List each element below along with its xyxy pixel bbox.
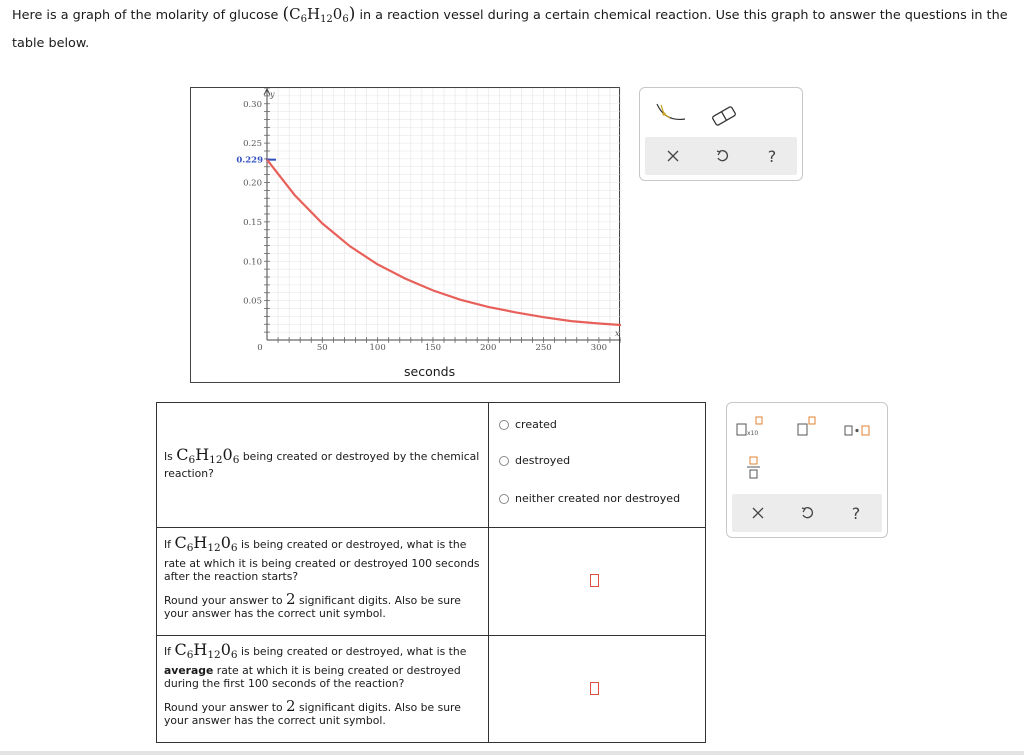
clear-button[interactable]: [738, 494, 778, 532]
x-tick-label: 150: [424, 343, 442, 353]
x-tick-label: 250: [535, 343, 552, 353]
chart-grid: [267, 88, 621, 340]
scientific-notation-icon[interactable]: [737, 417, 762, 437]
intro-text-before: Here is a graph of the molarity of glucose: [12, 8, 279, 23]
undo-button[interactable]: [787, 494, 827, 532]
y-tick-label: 0.05: [243, 296, 262, 307]
x-axis-label: seconds: [404, 364, 456, 379]
intro-text-after: in a reaction vessel during a certain chemical reaction. Use this graph to answer the questions in the table below.: [12, 8, 1008, 51]
radio-destroyed[interactable]: destroyed: [499, 454, 570, 467]
question-2-text: If $C_6H_{12}0_6$ is being created or destroyed, what is the rate at which it is being created or destroyed 100 seconds after the reaction starts? Round your answer to 2 significant digits. Also be sure your answer has the correct unit symbol.: [164, 533, 480, 620]
y-tick-label: 0.15: [243, 217, 262, 228]
close-icon: [752, 507, 764, 519]
glucose-formula: $C_6H_{12}0_6$: [174, 533, 238, 554]
radio-circle[interactable]: [499, 494, 509, 504]
table-row: [157, 403, 705, 528]
clear-button[interactable]: [653, 137, 693, 175]
eraser-icon[interactable]: [712, 106, 736, 126]
highlight-label: 0.229: [236, 155, 263, 166]
glucose-formula: $(C_6H_{12}0_6)$: [282, 4, 356, 25]
x-tick-label: 0: [257, 343, 263, 353]
radio-circle[interactable]: [499, 456, 509, 466]
y-tick-label: 0.20: [243, 178, 262, 189]
undo-icon: [715, 149, 729, 163]
table-row: [157, 528, 705, 636]
fraction-icon[interactable]: [747, 457, 760, 478]
radio-circle[interactable]: [499, 420, 509, 430]
page-bottom-divider: [0, 751, 1024, 755]
table-row: [157, 636, 705, 742]
x-axis-letter: x: [615, 329, 620, 338]
question-3-text: If $C_6H_{12}0_6$ is being created or destroyed, what is the average rate at which it is being created or destroyed during the first 100 seconds of the reaction? Round your answer to 2 significant digits. Also be sure your answer has the correct unit symbol.: [164, 640, 467, 727]
question-1-text: Is $C_6H_{12}0_6$ being created or destroyed by the chemical reaction?: [164, 445, 480, 480]
multiply-dot-icon[interactable]: [845, 426, 869, 435]
help-icon: ?: [767, 146, 777, 166]
molarity-chart[interactable]: [191, 88, 621, 384]
y-tick-label: 0.25: [243, 139, 262, 150]
y-tick-label: 0.30: [243, 99, 262, 110]
close-icon: [667, 150, 679, 162]
superscript-icon[interactable]: [798, 417, 815, 435]
undo-icon: [800, 506, 814, 520]
radio-created[interactable]: created: [499, 418, 557, 431]
svg-text:x10: x10: [747, 430, 759, 437]
curve-tool-icon[interactable]: [657, 104, 685, 119]
problem-intro: [12, 2, 1017, 56]
undo-button[interactable]: [702, 137, 742, 175]
question-table: [156, 402, 706, 743]
average-rate-answer-input[interactable]: [590, 682, 599, 695]
math-tool-palette: [726, 402, 888, 538]
glucose-formula: $C_6H_{12}0_6$: [176, 445, 240, 466]
glucose-formula: $C_6H_{12}0_6$: [174, 640, 238, 661]
graph-canvas[interactable]: [190, 87, 620, 383]
x-tick-label: 200: [480, 343, 497, 353]
x-tick-label: 300: [590, 343, 607, 353]
radio-neither[interactable]: neither created nor destroyed: [499, 492, 680, 505]
x-tick-label: 100: [369, 343, 386, 353]
help-button[interactable]: [752, 137, 792, 175]
x-tick-label: 50: [316, 343, 328, 353]
help-button[interactable]: [836, 494, 876, 532]
graph-tool-palette: [639, 87, 803, 181]
y-axis-letter: y: [270, 90, 275, 99]
help-icon: ?: [851, 503, 861, 523]
y-tick-label: 0.10: [243, 257, 262, 268]
rate-answer-input[interactable]: [590, 574, 599, 587]
